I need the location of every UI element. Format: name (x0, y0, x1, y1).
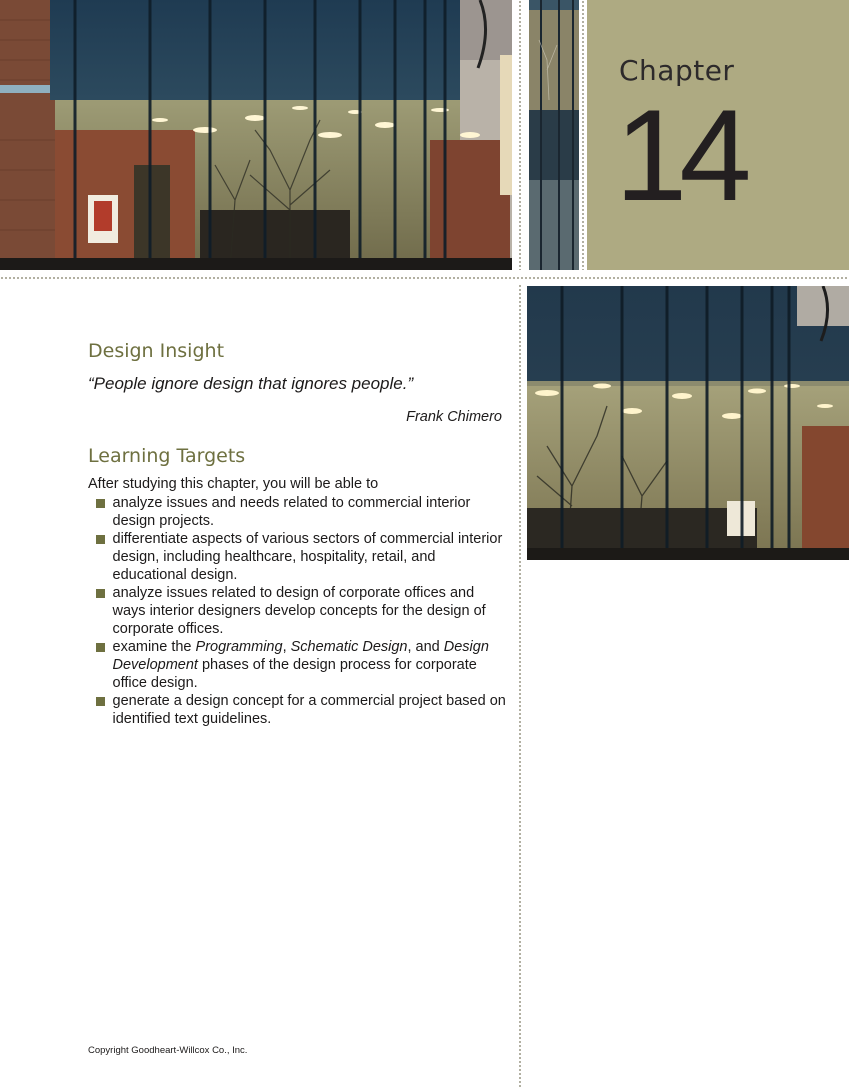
chapter-panel (587, 0, 849, 270)
chapter-label: Chapter (619, 54, 735, 87)
square-bullet-icon (96, 697, 105, 706)
learning-target-item (96, 692, 506, 728)
building-photo-strip (529, 0, 579, 270)
square-bullet-icon (96, 499, 105, 508)
quote-attribution: Frank Chimero (406, 409, 502, 425)
learning-target-text: differentiate aspects of various sectors of commercial interior design, including healthcare, hospitality, retail, and educational design. (112, 531, 503, 583)
learning-target-text: analyze issues and needs related to commercial interior design projects. (112, 495, 471, 529)
design-insight-heading: Design Insight (88, 340, 225, 362)
building-photo-side (527, 286, 849, 560)
learning-target-text: phases of the design process for corporate office design. (112, 657, 477, 691)
learning-targets-intro: After studying this chapter, you will be able to (88, 476, 379, 492)
learning-targets-heading: Learning Targets (88, 445, 246, 467)
learning-target-text: analyze issues related to design of corporate offices and ways interior designers develop concepts for the design of corporate offices. (112, 585, 486, 637)
learning-target-emphasis: Programming (195, 639, 283, 655)
learning-target-item (96, 638, 506, 692)
building-photo-main (0, 0, 512, 270)
learning-target-emphasis: Design Development (112, 639, 489, 673)
square-bullet-icon (96, 589, 105, 598)
square-bullet-icon (96, 643, 105, 652)
copyright-notice: Copyright Goodheart-Willcox Co., Inc. (88, 1045, 248, 1056)
learning-target-text: , (282, 639, 291, 655)
vertical-dotted-divider (582, 0, 584, 270)
square-bullet-icon (96, 535, 105, 544)
chapter-number: 14 (615, 82, 744, 228)
vertical-dotted-divider (519, 284, 521, 1087)
learning-target-emphasis: Schematic Design (290, 639, 408, 655)
learning-target-item (96, 530, 506, 584)
insight-quote: “People ignore design that ignores people.” (88, 374, 414, 393)
learning-target-text: generate a design concept for a commercial project based on identified text guidelines. (112, 693, 506, 727)
learning-target-text: examine the (112, 639, 196, 655)
horizontal-dotted-divider (0, 277, 849, 279)
vertical-dotted-divider (519, 0, 521, 270)
learning-target-item (96, 584, 506, 638)
learning-target-text: , and (407, 639, 444, 655)
learning-target-item (96, 494, 506, 530)
learning-targets-list (96, 494, 506, 728)
